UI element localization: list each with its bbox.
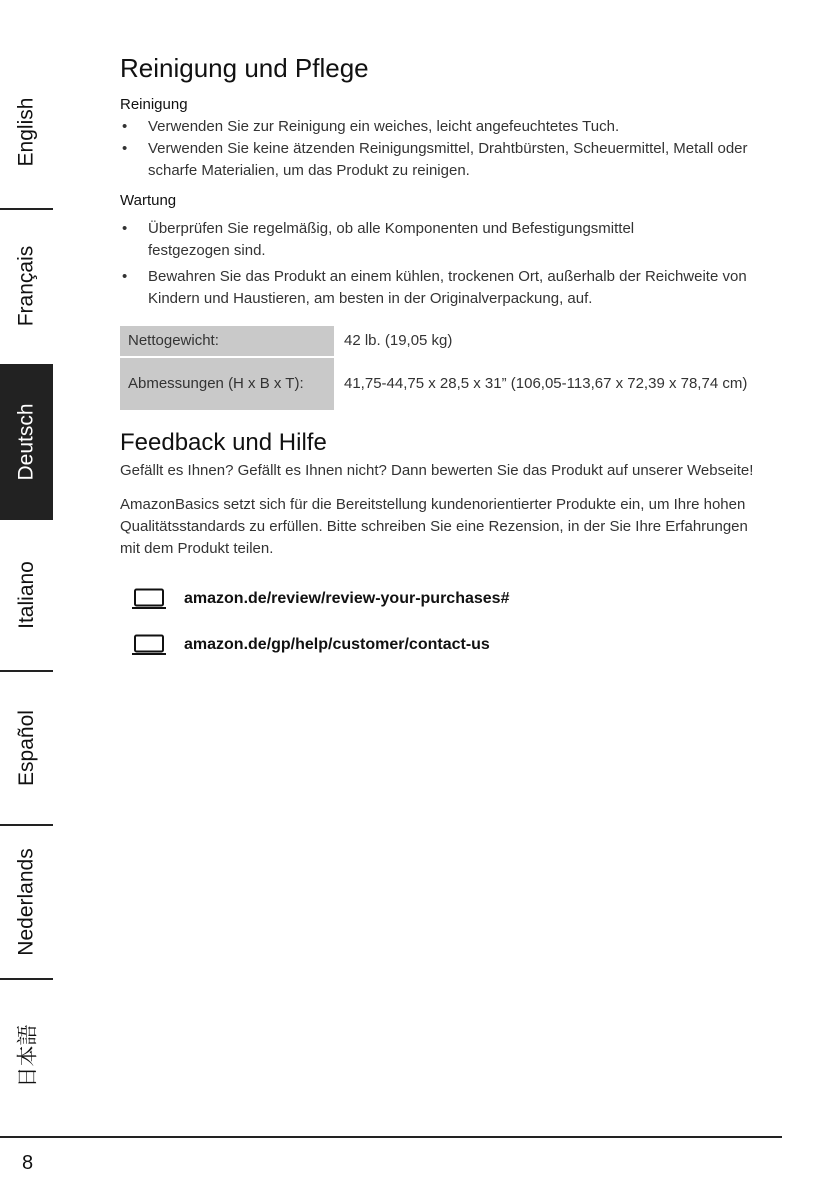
feedback-paragraph: AmazonBasics setzt sich für die Bereitstellung kundenorientierter Produkte ein, um Ihre hohen Qualitätsstandards zu erfüllen. Bitte schreiben Sie eine Rezension, in der Sie Ihre Erfahrungen mit dem Produkt teilen. bbox=[120, 496, 748, 557]
tab-english-label: English bbox=[14, 97, 38, 167]
review-link[interactable] bbox=[131, 584, 790, 614]
list-item: • Verwenden Sie keine ätzenden Reinigungsmittel, Drahtbürsten, Scheuermittel, Metall oder scharfe Materialien, um das Produkt zu reinigen. bbox=[120, 138, 790, 182]
tab-deutsch[interactable] bbox=[0, 364, 53, 520]
cleaning-list bbox=[120, 116, 790, 182]
list-item: • Überprüfen Sie regelmäßig, ob alle Komponenten und Befestigungsmittel festgezogen sind. bbox=[120, 218, 790, 262]
spec-label: Nettogewicht: bbox=[120, 326, 334, 357]
spec-value: 42 lb. (19,05 kg) bbox=[334, 326, 774, 357]
spec-value: 41,75-44,75 x 28,5 x 31” (106,05-113,67 x 72,39 x 78,74 cm) bbox=[344, 375, 748, 392]
tab-francais-label: Français bbox=[14, 245, 38, 327]
spec-label: Abmessungen (H x B x T): bbox=[120, 357, 334, 410]
tab-deutsch-label: Deutsch bbox=[14, 403, 38, 481]
tab-francais[interactable] bbox=[0, 210, 53, 362]
tab-espanol-label: Español bbox=[14, 710, 38, 786]
tab-japanese-label: 日本語 bbox=[16, 1024, 40, 1088]
contact-link[interactable] bbox=[131, 630, 790, 660]
footer-divider bbox=[0, 1136, 782, 1138]
page-number: 8 bbox=[22, 1152, 34, 1174]
tab-italiano-label: Italiano bbox=[14, 561, 38, 629]
cleaning-heading: Reinigung bbox=[120, 96, 188, 113]
tab-japanese[interactable] bbox=[0, 980, 53, 1132]
tab-espanol[interactable] bbox=[0, 672, 53, 824]
tab-italiano[interactable] bbox=[0, 520, 53, 670]
care-title: Reinigung und Pflege bbox=[120, 53, 369, 83]
table-row bbox=[120, 357, 774, 410]
contact-link-text[interactable]: amazon.de/gp/help/customer/contact-us bbox=[184, 636, 490, 653]
feedback-title: Feedback und Hilfe bbox=[120, 429, 327, 456]
tab-english[interactable] bbox=[0, 56, 53, 208]
maintenance-heading: Wartung bbox=[120, 192, 177, 209]
table-row bbox=[120, 326, 774, 357]
specs-table bbox=[120, 326, 774, 410]
feedback-paragraph: Gefällt es Ihnen? Gefällt es Ihnen nicht? Dann bewerten Sie das Produkt auf unserer Webseite! bbox=[120, 462, 754, 479]
review-link-text[interactable]: amazon.de/review/review-your-purchases# bbox=[184, 590, 510, 607]
tab-nederlands-label: Nederlands bbox=[14, 848, 38, 956]
laptop-icon bbox=[131, 634, 167, 656]
list-item: • Bewahren Sie das Produkt an einem kühlen, trockenen Ort, außerhalb der Reichweite von Kindern und Haustieren, am besten in der Originalverpackung, auf. bbox=[120, 266, 790, 310]
list-item: • Verwenden Sie zur Reinigung ein weiches, leicht angefeuchtetes Tuch. bbox=[120, 116, 790, 138]
tab-nederlands[interactable] bbox=[0, 826, 53, 978]
maintenance-list bbox=[120, 218, 790, 310]
laptop-icon bbox=[131, 588, 167, 610]
page-content bbox=[120, 52, 790, 660]
